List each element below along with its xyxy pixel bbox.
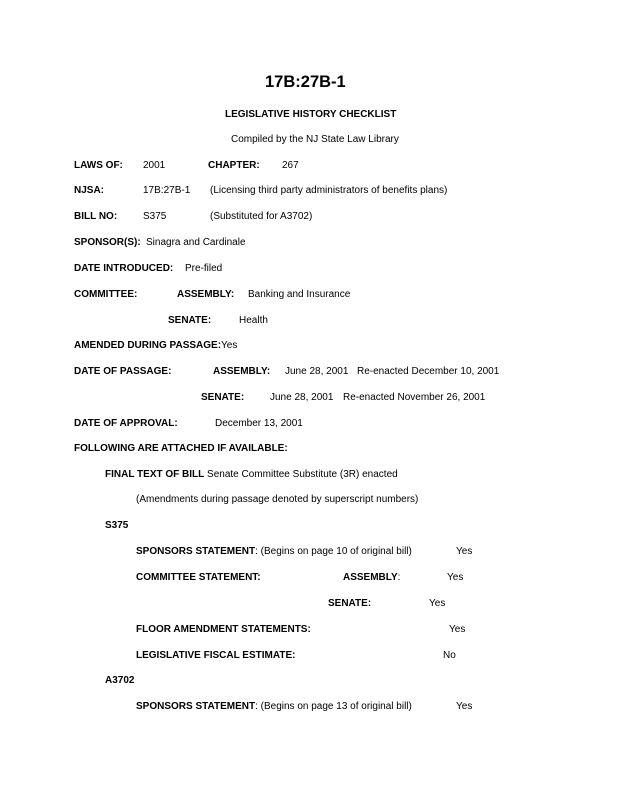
s375-heading: S375 [105,520,129,531]
sponsors-label: SPONSOR(S): [74,237,141,248]
s375-fiscal-value: No [443,650,456,661]
s375-sponsors-detail: : (Begins on page 10 of original bill) [255,546,412,557]
a3702-heading: A3702 [105,675,135,686]
passage-assembly-label: ASSEMBLY: [213,366,271,377]
committee-label: COMMITTEE: [74,289,138,300]
s375-committee-senate-value: Yes [429,598,446,609]
s375-committee-assembly-value: Yes [447,572,464,583]
committee-senate-value: Health [239,315,268,326]
njsa-number: 17B:27B-1 [143,185,191,196]
passage-senate-date: June 28, 2001 [270,392,334,403]
chapter-label: CHAPTER: [208,160,260,171]
attached-heading: FOLLOWING ARE ATTACHED IF AVAILABLE: [74,443,288,454]
passage-senate-reenacted: Re-enacted November 26, 2001 [343,392,486,403]
a3702-sponsors-detail: : (Begins on page 13 of original bill) [255,701,412,712]
a3702-sponsors-value: Yes [456,701,473,712]
committee-assembly-label: ASSEMBLY: [177,289,235,300]
laws-of-year: 2001 [143,160,166,171]
committee-senate-label: SENATE: [168,315,212,326]
final-text-value: Senate Committee Substitute (3R) enacted [207,469,398,480]
amended-label: AMENDED DURING PASSAGE: [74,340,222,351]
chapter-value: 267 [282,160,299,171]
s375-floor-label: FLOOR AMENDMENT STATEMENTS: [136,624,311,635]
bill-no-number: S375 [143,211,167,222]
amended-value: Yes [221,340,238,351]
page-title: 17B:27B-1 [265,73,346,91]
njsa-description: (Licensing third party administrators of benefits plans) [210,185,448,196]
a3702-sponsors-statement [136,701,412,713]
s375-sponsors-value: Yes [456,546,473,557]
final-text-label: FINAL TEXT OF BILL [105,469,205,480]
final-text-note: (Amendments during passage denoted by superscript numbers) [136,494,419,505]
laws-of-label: LAWS OF: [74,160,123,171]
date-introduced-label: DATE INTRODUCED: [74,263,174,274]
s375-sponsors-label: SPONSORS STATEMENT [136,546,256,557]
s375-fiscal-label: LEGISLATIVE FISCAL ESTIMATE: [136,650,296,661]
compiled-by: Compiled by the NJ State Law Library [231,134,399,145]
passage-assembly-reenacted: Re-enacted December 10, 2001 [357,366,500,377]
date-of-approval-value: December 13, 2001 [215,418,303,429]
s375-committee-assembly [343,572,400,584]
date-introduced-value: Pre-filed [185,263,223,274]
date-of-approval-label: DATE OF APPROVAL: [74,418,178,429]
bill-no-note: (Substituted for A3702) [210,211,313,222]
bill-no-label: BILL NO: [74,211,118,222]
final-text-line [105,469,398,481]
s375-committee-senate-label: SENATE: [328,598,372,609]
a3702-sponsors-label: SPONSORS STATEMENT [136,701,256,712]
s375-sponsors-statement [136,546,412,558]
s375-committee-assembly-label: ASSEMBLY [343,572,398,583]
sponsors-value: Sinagra and Cardinale [146,237,246,248]
date-of-passage-label: DATE OF PASSAGE: [74,366,172,377]
committee-assembly-value: Banking and Insurance [248,289,351,300]
njsa-label: NJSA: [74,185,105,196]
s375-floor-value: Yes [449,624,466,635]
passage-assembly-date: June 28, 2001 [285,366,349,377]
passage-senate-label: SENATE: [201,392,245,403]
s375-committee-assembly-colon: : [397,572,401,583]
s375-committee-label: COMMITTEE STATEMENT: [136,572,261,583]
page-subtitle: LEGISLATIVE HISTORY CHECKLIST [225,109,397,120]
